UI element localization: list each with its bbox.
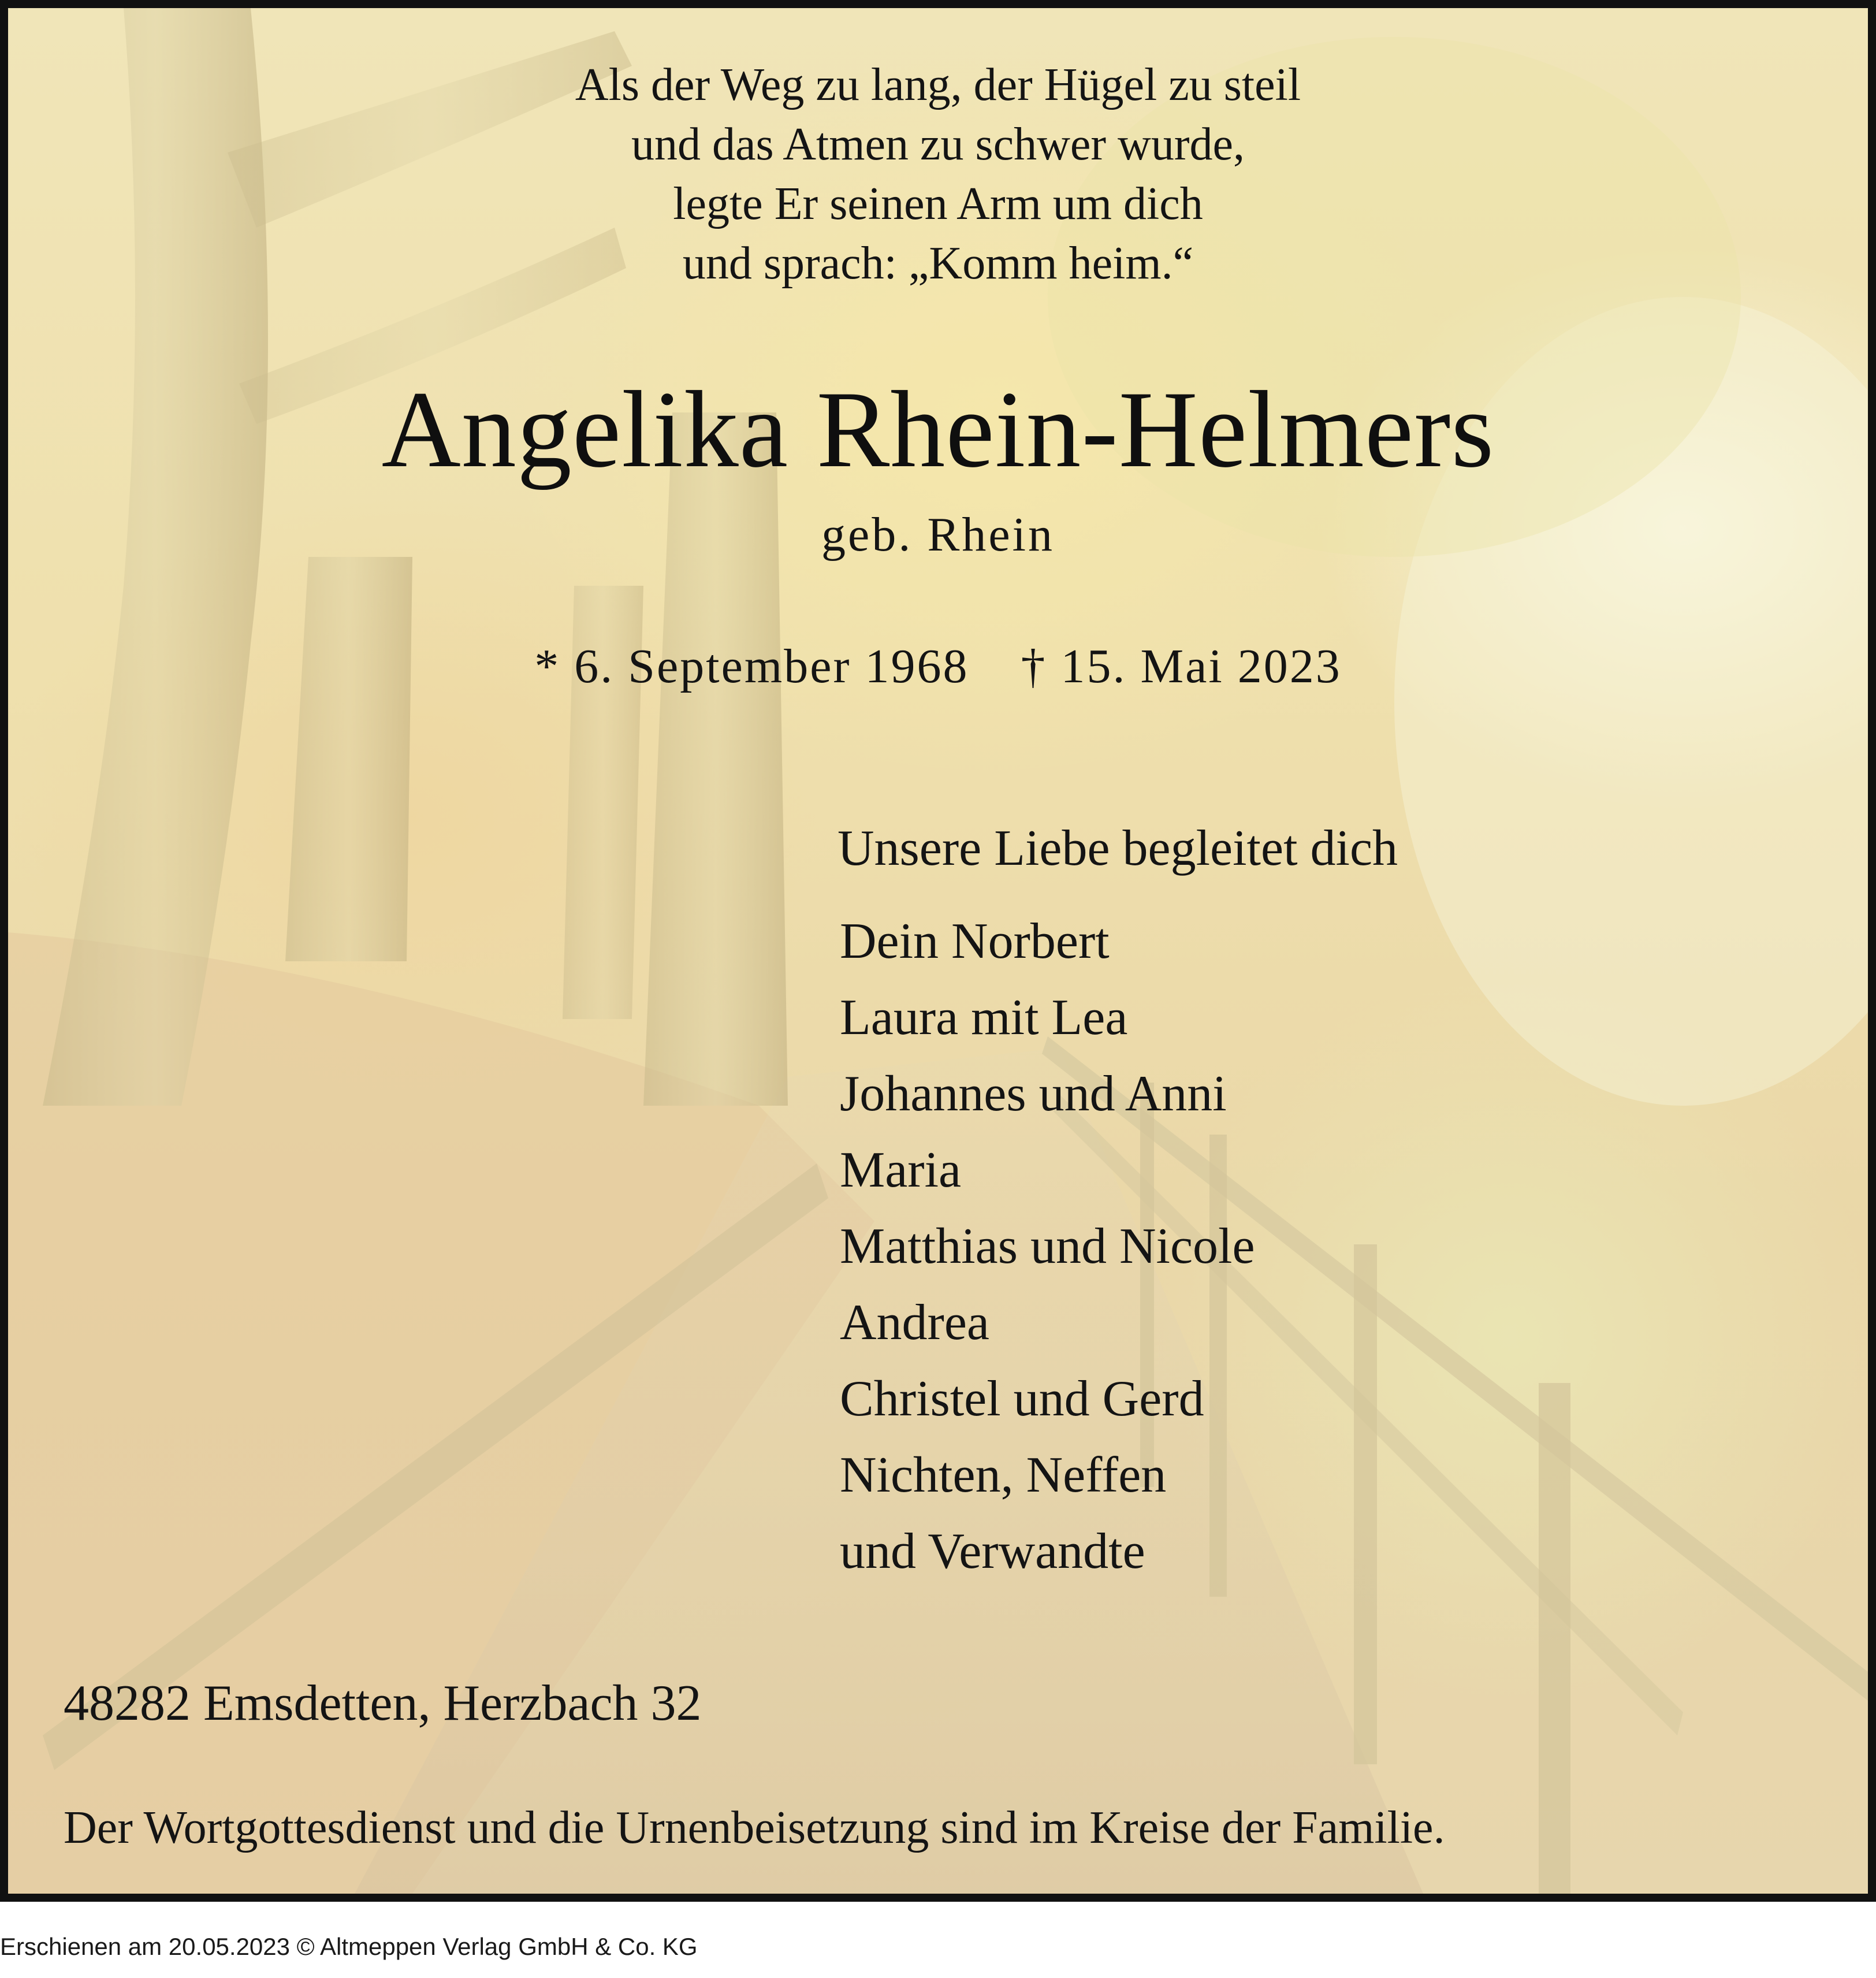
mourners-list — [840, 904, 1255, 1590]
deceased-name: Angelika Rhein-Helmers — [381, 369, 1495, 490]
verse-line: legte Er seinen Arm um dich — [673, 179, 1203, 229]
verse-line: und sprach: „Komm heim.“ — [682, 238, 1194, 289]
mourner: und Verwandte — [840, 1523, 1145, 1579]
mourner: Christel und Gerd — [840, 1371, 1204, 1427]
death-date: † 15. Mai 2023 — [1021, 639, 1342, 693]
notice-background — [8, 8, 1868, 1894]
mourners-heading: Unsere Liebe begleitet dich — [838, 820, 1398, 876]
mourner: Dein Norbert — [840, 913, 1110, 969]
address: 48282 Emsdetten, Herzbach 32 — [64, 1675, 702, 1731]
mourner: Matthias und Nicole — [840, 1218, 1255, 1274]
verse-line: Als der Weg zu lang, der Hügel zu steil — [575, 60, 1301, 110]
mourner: Maria — [840, 1142, 962, 1198]
publication-footer: Erschienen am 20.05.2023 © Altmeppen Verlag GmbH & Co. KG — [0, 1933, 698, 1960]
mourner: Johannes und Anni — [840, 1066, 1227, 1122]
verse — [8, 55, 1868, 293]
life-dates — [8, 638, 1868, 696]
service-note: Der Wortgottesdienst und die Urnenbeisetzung sind im Kreise der Familie. — [64, 1802, 1445, 1853]
mourner: Nichten, Neffen — [840, 1447, 1167, 1503]
maiden-name: geb. Rhein — [821, 508, 1055, 562]
mourner: Laura mit Lea — [840, 990, 1128, 1046]
verse-line: und das Atmen zu schwer wurde, — [631, 119, 1245, 170]
mourner: Andrea — [840, 1295, 989, 1351]
birth-date: * 6. September 1968 — [534, 639, 969, 693]
